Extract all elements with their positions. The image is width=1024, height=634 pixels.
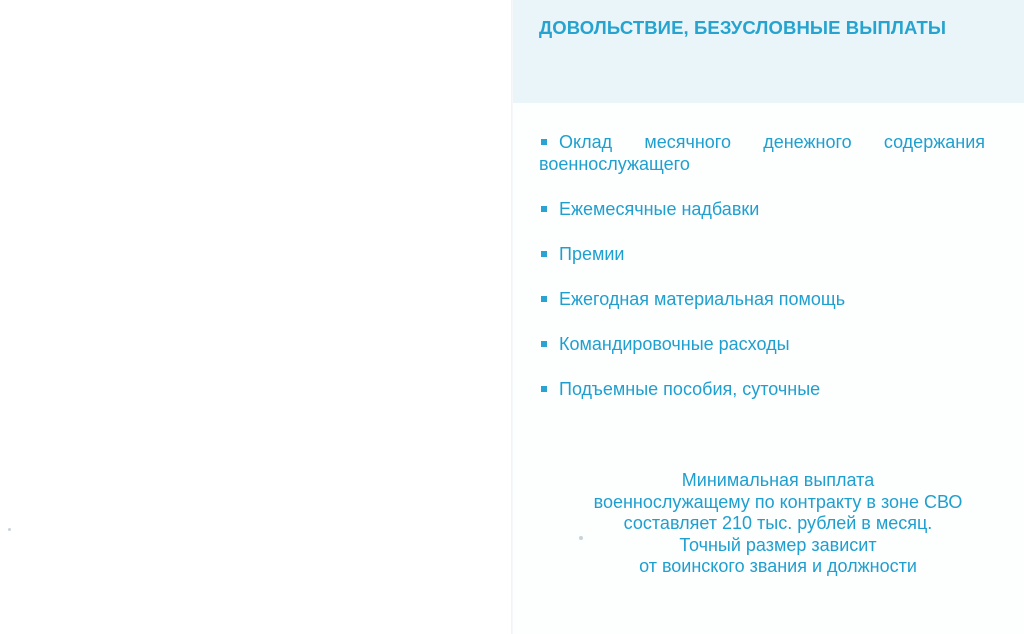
list-item-text: Подъемные пособия, суточные [559, 379, 821, 399]
list-item-text: Ежегодная материальная помощь [559, 289, 846, 309]
right-page [513, 0, 1024, 634]
note-line: Точный размер зависит [679, 534, 877, 555]
bullet-icon [541, 139, 547, 145]
note-line: составляет 210 тыс. рублей в месяц. [623, 513, 933, 533]
page-title: ДОВОЛЬСТВИЕ, БЕЗУСЛОВНЫЕ ВЫПЛАТЫ [539, 17, 947, 38]
list-item-text: Ежемесячные надбавки [559, 199, 760, 219]
bullet-icon [541, 296, 547, 302]
list-item-text: Премии [559, 244, 625, 264]
list-item-text: военнослужащего [539, 154, 690, 174]
bullet-icon [541, 206, 547, 212]
note-line: от воинского звания и должности [639, 556, 917, 576]
list-item-text: Оклад месячного денежного содержания [559, 132, 985, 152]
note-line: Минимальная выплата [681, 470, 875, 490]
note-line: военнослужащему по контракту в зоне СВО [593, 491, 963, 512]
scan-speck [8, 528, 11, 531]
bullet-icon [541, 386, 547, 392]
header-band [513, 0, 1024, 103]
bullet-icon [541, 341, 547, 347]
scan-speck [579, 536, 583, 540]
bullet-icon [541, 251, 547, 257]
minimum-payment-note [543, 470, 1013, 578]
list-item [539, 198, 985, 220]
benefits-list [539, 131, 985, 423]
list-item [539, 333, 985, 355]
list-item [539, 243, 985, 265]
list-item [539, 131, 985, 175]
list-item [539, 378, 985, 400]
list-item-text: Командировочные расходы [559, 334, 790, 354]
list-item [539, 288, 985, 310]
